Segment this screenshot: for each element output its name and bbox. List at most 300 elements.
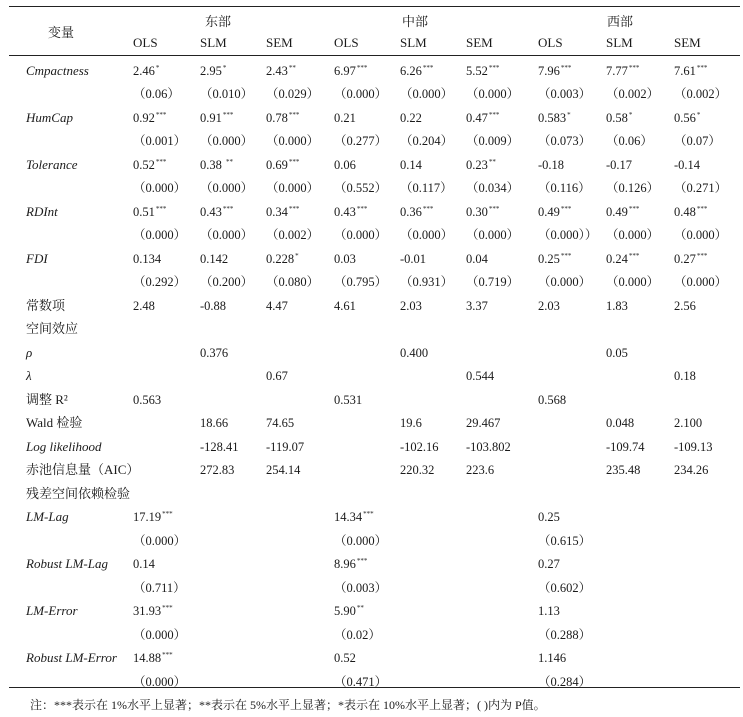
table-cell bbox=[266, 111, 299, 127]
cell-value: 0.531 bbox=[334, 393, 363, 407]
model-header: OLS bbox=[538, 35, 563, 50]
table-cell bbox=[200, 205, 233, 221]
table-cell bbox=[200, 181, 254, 197]
table-cell bbox=[200, 651, 201, 667]
table-note: 注：***表示在 1%水平上显著；**表示在 5%水平上显著；*表示在 10%水平上显著；( )内为 P值。 bbox=[30, 698, 546, 712]
table-cell bbox=[674, 416, 703, 432]
cell-value: -0.88 bbox=[200, 299, 227, 313]
cell-value: 0.52 bbox=[334, 651, 356, 665]
region-header-east: 东部 bbox=[205, 14, 232, 29]
cell-value: 0.24 bbox=[606, 252, 628, 266]
table-cell bbox=[466, 557, 467, 573]
table-cell bbox=[400, 181, 454, 197]
table-cell bbox=[400, 87, 454, 103]
significance-stars: *** bbox=[560, 64, 572, 72]
significance-stars: * bbox=[567, 111, 571, 119]
row-label: 常数项 bbox=[26, 298, 66, 313]
table-cell bbox=[266, 369, 289, 385]
model-header: SLM bbox=[400, 35, 427, 50]
cell-value: 0.048 bbox=[606, 416, 635, 430]
cell-value: 6.97 bbox=[334, 64, 356, 78]
cell-value: （0.02） bbox=[334, 628, 381, 642]
table-cell bbox=[133, 322, 134, 338]
table-cell bbox=[466, 299, 489, 315]
significance-stars: ** bbox=[356, 604, 364, 612]
table-cell bbox=[538, 369, 539, 385]
significance-stars: ** bbox=[488, 158, 496, 166]
significance-stars: *** bbox=[288, 158, 300, 166]
table-cell bbox=[200, 158, 233, 174]
cell-value: （0.000） bbox=[334, 534, 388, 548]
table-cell bbox=[674, 228, 728, 244]
table-cell bbox=[466, 205, 499, 221]
cell-value: 0.48 bbox=[674, 205, 696, 219]
cell-value: 29.467 bbox=[466, 416, 501, 430]
cell-value: （0.552） bbox=[334, 181, 388, 195]
cell-value: 14.34 bbox=[334, 510, 363, 524]
cell-value: （0.000） bbox=[400, 87, 454, 101]
table-cell bbox=[400, 346, 429, 362]
cell-value: （0.284） bbox=[538, 675, 592, 689]
cell-value: 0.400 bbox=[400, 346, 429, 360]
cell-value: 2.03 bbox=[538, 299, 560, 313]
significance-stars: *** bbox=[288, 205, 300, 213]
table-cell bbox=[133, 557, 156, 573]
cell-value: 0.51 bbox=[133, 205, 155, 219]
cell-value: 0.69 bbox=[266, 158, 288, 172]
table-cell bbox=[400, 205, 433, 221]
table-cell bbox=[266, 181, 320, 197]
cell-value: （0.471） bbox=[334, 675, 388, 689]
table-cell bbox=[266, 87, 320, 103]
row-label: 调整 R² bbox=[26, 392, 68, 407]
cell-value: （0.034） bbox=[466, 181, 520, 195]
table-cell bbox=[266, 651, 267, 667]
model-header: SLM bbox=[200, 35, 227, 50]
table-cell bbox=[466, 134, 520, 150]
table-cell bbox=[674, 604, 675, 620]
variable-header: 变量 bbox=[48, 25, 75, 40]
table-cell bbox=[538, 346, 539, 362]
cell-value: （0.126） bbox=[606, 181, 660, 195]
table-cell bbox=[606, 416, 635, 432]
model-header: SEM bbox=[266, 35, 293, 50]
table-cell bbox=[266, 252, 299, 268]
significance-stars: *** bbox=[422, 205, 434, 213]
table-cell bbox=[674, 252, 707, 268]
cell-value: 0.58 bbox=[606, 111, 628, 125]
table-cell bbox=[674, 651, 675, 667]
cell-value: -128.41 bbox=[200, 440, 239, 454]
model-header: SLM bbox=[606, 35, 633, 50]
table-cell bbox=[266, 393, 267, 409]
table-cell bbox=[606, 346, 629, 362]
table-cell bbox=[674, 111, 700, 127]
table-cell bbox=[538, 557, 561, 573]
table-cell bbox=[400, 275, 454, 291]
table-cell bbox=[466, 158, 496, 174]
cell-value: （0.07） bbox=[674, 134, 721, 148]
table-cell bbox=[606, 581, 607, 597]
table-cell bbox=[466, 64, 499, 80]
table-cell bbox=[538, 252, 571, 268]
significance-stars: ** bbox=[288, 64, 296, 72]
table-cell bbox=[334, 651, 357, 667]
cell-value: 0.14 bbox=[400, 158, 422, 172]
row-label: Log likelihood bbox=[26, 439, 102, 454]
table-cell bbox=[133, 675, 187, 691]
cell-value: 1.146 bbox=[538, 651, 567, 665]
cell-value: 18.66 bbox=[200, 416, 229, 430]
significance-stars: * bbox=[155, 64, 160, 72]
table-cell bbox=[200, 604, 201, 620]
table-cell bbox=[266, 134, 320, 150]
cell-value: 0.34 bbox=[266, 205, 288, 219]
table-cell bbox=[266, 487, 267, 503]
model-header: OLS bbox=[334, 35, 359, 50]
table-cell bbox=[133, 369, 134, 385]
cell-value: （0.719） bbox=[466, 275, 520, 289]
cell-value: 3.37 bbox=[466, 299, 488, 313]
cell-value: 2.46 bbox=[133, 64, 155, 78]
table-cell bbox=[674, 510, 675, 526]
cell-value: 0.06 bbox=[334, 158, 356, 172]
significance-stars: *** bbox=[356, 64, 368, 72]
table-cell bbox=[133, 628, 187, 644]
cell-value: 0.25 bbox=[538, 510, 560, 524]
table-cell bbox=[133, 158, 166, 174]
table-cell bbox=[606, 393, 607, 409]
table-cell bbox=[266, 322, 267, 338]
table-cell bbox=[133, 581, 187, 597]
significance-stars: *** bbox=[155, 158, 167, 166]
table-cell bbox=[400, 158, 423, 174]
table-cell bbox=[133, 487, 134, 503]
table-cell bbox=[400, 604, 401, 620]
table-cell bbox=[334, 675, 388, 691]
table-cell bbox=[538, 111, 571, 127]
table-cell bbox=[266, 346, 267, 362]
table-cell bbox=[466, 440, 512, 456]
cell-value: 0.376 bbox=[200, 346, 229, 360]
table-cell bbox=[133, 64, 159, 80]
table-cell bbox=[400, 534, 401, 550]
cell-value: 0.134 bbox=[133, 252, 162, 266]
table-cell bbox=[538, 487, 539, 503]
table-cell bbox=[133, 510, 173, 526]
cell-value: 0.22 bbox=[400, 111, 422, 125]
table-cell bbox=[674, 205, 707, 221]
cell-value: 2.100 bbox=[674, 416, 703, 430]
table-cell bbox=[334, 134, 388, 150]
significance-stars: *** bbox=[162, 651, 173, 659]
table-cell bbox=[606, 134, 654, 150]
table-cell bbox=[674, 134, 722, 150]
table-cell bbox=[133, 463, 134, 479]
table-cell bbox=[466, 275, 520, 291]
table-cell bbox=[334, 346, 335, 362]
table-cell bbox=[466, 581, 467, 597]
significance-stars: *** bbox=[560, 252, 572, 260]
cell-value: （0.615） bbox=[538, 534, 592, 548]
cell-value: 272.83 bbox=[200, 463, 235, 477]
cell-value: 6.26 bbox=[400, 64, 422, 78]
table-cell bbox=[133, 440, 134, 456]
cell-value: -102.16 bbox=[400, 440, 439, 454]
table-cell bbox=[674, 346, 675, 362]
table-cell bbox=[266, 510, 267, 526]
table-cell bbox=[334, 205, 367, 221]
table-cell bbox=[466, 534, 467, 550]
cell-value: 0.36 bbox=[400, 205, 422, 219]
cell-value: （0.000） bbox=[674, 228, 728, 242]
table-cell bbox=[400, 369, 401, 385]
row-label: RDInt bbox=[26, 204, 58, 219]
row-label: HumCap bbox=[26, 110, 73, 125]
table-cell bbox=[133, 416, 134, 432]
table-cell bbox=[200, 64, 226, 80]
table-cell bbox=[334, 369, 335, 385]
table-cell bbox=[606, 181, 660, 197]
cell-value: （0.204） bbox=[400, 134, 454, 148]
row-label: λ bbox=[26, 368, 32, 383]
table-cell bbox=[133, 604, 173, 620]
row-label: LM-Error bbox=[26, 603, 78, 618]
table-cell bbox=[334, 581, 388, 597]
table-cell bbox=[200, 228, 254, 244]
table-cell bbox=[538, 87, 592, 103]
table-cell bbox=[266, 205, 299, 221]
table-cell bbox=[466, 416, 501, 432]
cell-value: 0.27 bbox=[538, 557, 560, 571]
cell-value: （0.06） bbox=[606, 134, 653, 148]
table-cell bbox=[200, 299, 227, 315]
significance-stars: *** bbox=[488, 205, 500, 213]
table-cell bbox=[334, 158, 357, 174]
table-cell bbox=[606, 557, 607, 573]
cell-value: （0.000） bbox=[133, 628, 187, 642]
table-cell bbox=[674, 534, 675, 550]
table-cell bbox=[674, 440, 714, 456]
model-header: SEM bbox=[674, 35, 701, 50]
table-cell bbox=[400, 557, 401, 573]
cell-value: （0.000）） bbox=[538, 228, 598, 242]
cell-value: （0.117） bbox=[400, 181, 453, 195]
top-rule bbox=[9, 6, 740, 7]
table-cell bbox=[334, 299, 357, 315]
cell-value: （0.06） bbox=[133, 87, 180, 101]
cell-value: （0.000） bbox=[334, 228, 388, 242]
table-cell bbox=[538, 158, 565, 174]
row-label: FDI bbox=[26, 251, 48, 266]
table-cell bbox=[266, 581, 267, 597]
table-cell bbox=[334, 440, 335, 456]
cell-value: 0.56 bbox=[674, 111, 696, 125]
table-cell bbox=[466, 87, 520, 103]
table-cell bbox=[538, 651, 567, 667]
table-cell bbox=[466, 675, 467, 691]
cell-value: 17.19 bbox=[133, 510, 162, 524]
significance-stars: *** bbox=[155, 111, 167, 119]
table-cell bbox=[606, 275, 660, 291]
significance-stars: * bbox=[628, 111, 633, 119]
table-cell bbox=[466, 228, 520, 244]
table-cell bbox=[200, 557, 201, 573]
table-cell bbox=[400, 463, 435, 479]
cell-value: 0.52 bbox=[133, 158, 155, 172]
cell-value: （0.271） bbox=[674, 181, 728, 195]
table-cell bbox=[334, 463, 335, 479]
table-cell bbox=[674, 87, 728, 103]
table-cell bbox=[334, 557, 367, 573]
table-cell bbox=[606, 322, 607, 338]
table-cell bbox=[538, 134, 592, 150]
cell-value: 235.48 bbox=[606, 463, 641, 477]
cell-value: 5.52 bbox=[466, 64, 488, 78]
table-cell bbox=[400, 134, 454, 150]
table-cell bbox=[400, 675, 401, 691]
table-cell bbox=[538, 628, 592, 644]
significance-stars: *** bbox=[422, 64, 434, 72]
table-cell bbox=[466, 111, 499, 127]
cell-value: 0.05 bbox=[606, 346, 628, 360]
table-cell bbox=[334, 628, 382, 644]
table-cell bbox=[674, 299, 697, 315]
cell-value: 223.6 bbox=[466, 463, 495, 477]
table-cell bbox=[200, 393, 201, 409]
cell-value: （0.000） bbox=[133, 181, 187, 195]
table-cell bbox=[538, 510, 561, 526]
table-cell bbox=[466, 604, 467, 620]
model-header: OLS bbox=[133, 35, 158, 50]
table-cell bbox=[538, 275, 592, 291]
table-cell bbox=[334, 416, 335, 432]
cell-value: 8.96 bbox=[334, 557, 356, 571]
cell-value: 0.583 bbox=[538, 111, 567, 125]
cell-value: 0.49 bbox=[606, 205, 628, 219]
significance-stars: *** bbox=[560, 205, 572, 213]
table-cell bbox=[334, 322, 335, 338]
cell-value: （0.795） bbox=[334, 275, 388, 289]
table-cell bbox=[133, 393, 162, 409]
table-cell bbox=[400, 416, 423, 432]
model-header: SEM bbox=[466, 35, 493, 50]
table-cell bbox=[200, 487, 201, 503]
table-cell bbox=[266, 557, 267, 573]
cell-value: 0.78 bbox=[266, 111, 288, 125]
table-cell bbox=[606, 534, 607, 550]
cell-value: 14.88 bbox=[133, 651, 162, 665]
cell-value: 254.14 bbox=[266, 463, 301, 477]
cell-value: 0.14 bbox=[133, 557, 155, 571]
row-label: 残差空间依赖检验 bbox=[26, 486, 131, 501]
table-cell bbox=[400, 510, 401, 526]
significance-stars: *** bbox=[222, 111, 234, 119]
table-cell bbox=[538, 205, 571, 221]
significance-stars: *** bbox=[162, 604, 173, 612]
table-cell bbox=[133, 534, 187, 550]
table-cell bbox=[400, 252, 427, 268]
table-cell bbox=[674, 158, 701, 174]
cell-value: （0.116） bbox=[538, 181, 591, 195]
row-label: Tolerance bbox=[26, 157, 78, 172]
cell-value: 4.61 bbox=[334, 299, 356, 313]
table-cell bbox=[606, 299, 629, 315]
cell-value: （0.000） bbox=[674, 275, 728, 289]
table-cell bbox=[133, 275, 187, 291]
table-cell bbox=[466, 369, 495, 385]
cell-value: 220.32 bbox=[400, 463, 435, 477]
table-cell bbox=[400, 64, 433, 80]
cell-value: （0.000） bbox=[133, 675, 187, 689]
cell-value: （0.000） bbox=[538, 275, 592, 289]
table-cell bbox=[266, 64, 296, 80]
cell-value: 31.93 bbox=[133, 604, 162, 618]
table-cell bbox=[133, 346, 134, 362]
cell-value: （0.000） bbox=[606, 275, 660, 289]
table-cell bbox=[200, 581, 201, 597]
table-cell bbox=[674, 369, 697, 385]
significance-stars: *** bbox=[488, 111, 500, 119]
row-label: 赤池信息量（AIC） bbox=[26, 462, 140, 477]
table-cell bbox=[538, 64, 571, 80]
table-cell bbox=[606, 158, 633, 174]
table-cell bbox=[606, 440, 646, 456]
table-cell bbox=[200, 463, 235, 479]
table-cell bbox=[200, 510, 201, 526]
cell-value: （0.602） bbox=[538, 581, 592, 595]
table-cell bbox=[200, 87, 254, 103]
cell-value: 1.13 bbox=[538, 604, 560, 618]
cell-value: （0.277） bbox=[334, 134, 388, 148]
significance-stars: *** bbox=[696, 64, 708, 72]
table-cell bbox=[334, 111, 357, 127]
cell-value: （0.003） bbox=[334, 581, 388, 595]
table-cell bbox=[133, 228, 187, 244]
cell-value: 19.6 bbox=[400, 416, 422, 430]
table-cell bbox=[200, 369, 201, 385]
cell-value: 0.04 bbox=[466, 252, 488, 266]
table-cell bbox=[200, 416, 229, 432]
table-cell bbox=[538, 675, 592, 691]
significance-stars: *** bbox=[628, 205, 640, 213]
table-cell bbox=[466, 463, 495, 479]
table-cell bbox=[400, 111, 423, 127]
cell-value: 0.568 bbox=[538, 393, 567, 407]
table-cell bbox=[606, 651, 607, 667]
cell-value: （0.000） bbox=[133, 228, 187, 242]
table-cell bbox=[606, 463, 641, 479]
table-cell bbox=[606, 252, 639, 268]
cell-value: 0.30 bbox=[466, 205, 488, 219]
cell-value: （0.073） bbox=[538, 134, 592, 148]
significance-stars: *** bbox=[155, 205, 167, 213]
table-cell bbox=[538, 393, 567, 409]
cell-value: 2.43 bbox=[266, 64, 288, 78]
row-label: 空间效应 bbox=[26, 321, 79, 336]
row-label: LM-Lag bbox=[26, 509, 69, 524]
table-cell bbox=[334, 487, 335, 503]
cell-value: （0.931） bbox=[400, 275, 454, 289]
table-cell bbox=[606, 369, 607, 385]
significance-stars: * bbox=[222, 64, 227, 72]
cell-value: 234.26 bbox=[674, 463, 709, 477]
table-cell bbox=[538, 581, 592, 597]
cell-value: 74.65 bbox=[266, 416, 295, 430]
table-cell bbox=[606, 205, 639, 221]
cell-value: （0.288） bbox=[538, 628, 592, 642]
table-cell bbox=[266, 275, 320, 291]
